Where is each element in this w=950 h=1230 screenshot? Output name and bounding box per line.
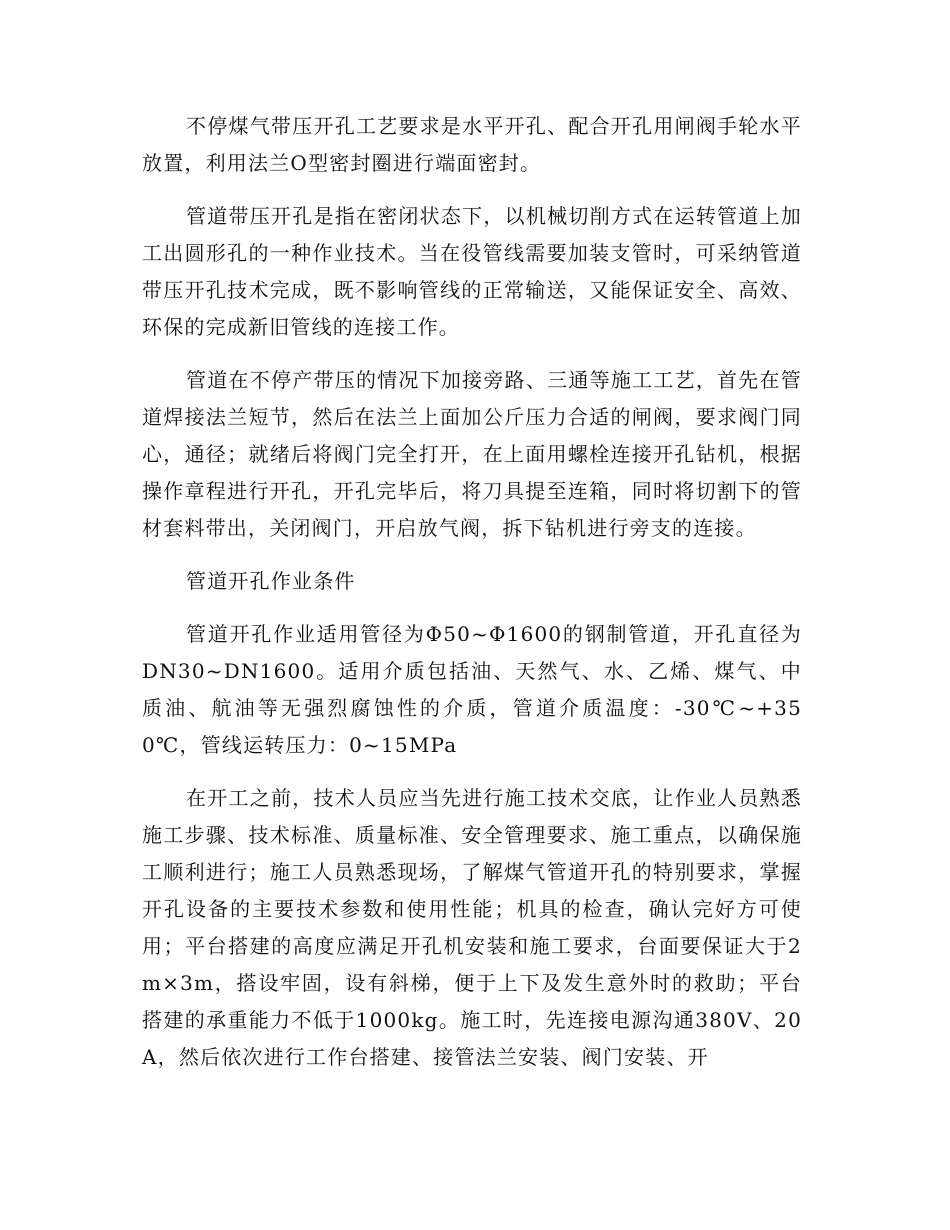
- paragraph-construction-process: 管道在不停产带压的情况下加接旁路、三通等施工工艺，首先在管道焊接法兰短节，然后在法兰上面加公斤压力合适的闸阀，要求阀门同心，通径；就绪后将阀门完全打开，在上面用螺栓连接开孔钻机，根据操作章程进行开孔，开孔完毕后，将刀具提至连箱，同时将切割下的管材套料带出，关闭阀门，开启放气阀，拆下钻机进行旁支的连接。: [142, 368, 802, 540]
- paragraph-applicable-conditions: 管道开孔作业适用管径为Φ50~Φ1600的钢制管道，开孔直径为DN30~DN1600。适用介质包括油、天然气、水、乙烯、煤气、中质油、航油等无强烈腐蚀性的介质，管道介质温度：-30℃~+350℃，管线运转压力：0~15MPa: [142, 622, 802, 757]
- document-body: [142, 108, 802, 1092]
- paragraph-sealing-requirement: 不停煤气带压开孔工艺要求是水平开孔、配合开孔用闸阀手轮水平放置，利用法兰O型密封圈进行端面密封。: [142, 114, 802, 175]
- section-heading-working-conditions: 管道开孔作业条件: [186, 569, 356, 593]
- paragraph-preparation-steps: 在开工之前，技术人员应当先进行施工技术交底，让作业人员熟悉施工步骤、技术标准、质量标准、安全管理要求、施工重点，以确保施工顺利进行；施工人员熟悉现场，了解煤气管道开孔的特别要求，掌握开孔设备的主要技术参数和使用性能；机具的检查，确认完好方可使用；平台搭建的高度应满足开孔机安装和施工要求，台面要保证大于2m×3m，搭设牢固，设有斜梯，便于上下及发生意外时的救助；平台搭建的承重能力不低于1000kg。施工时，先连接电源沟通380V、20A，然后依次进行工作台搭建、接管法兰安装、阀门安装、开: [142, 786, 802, 1069]
- paragraph-hot-tapping-definition: 管道带压开孔是指在密闭状态下，以机械切削方式在运转管道上加工出圆形孔的一种作业技术。当在役管线需要加装支管时，可采纳管道带压开孔技术完成，既不影响管线的正常输送，又能保证安全、高效、环保的完成新旧管线的连接工作。: [142, 204, 802, 339]
